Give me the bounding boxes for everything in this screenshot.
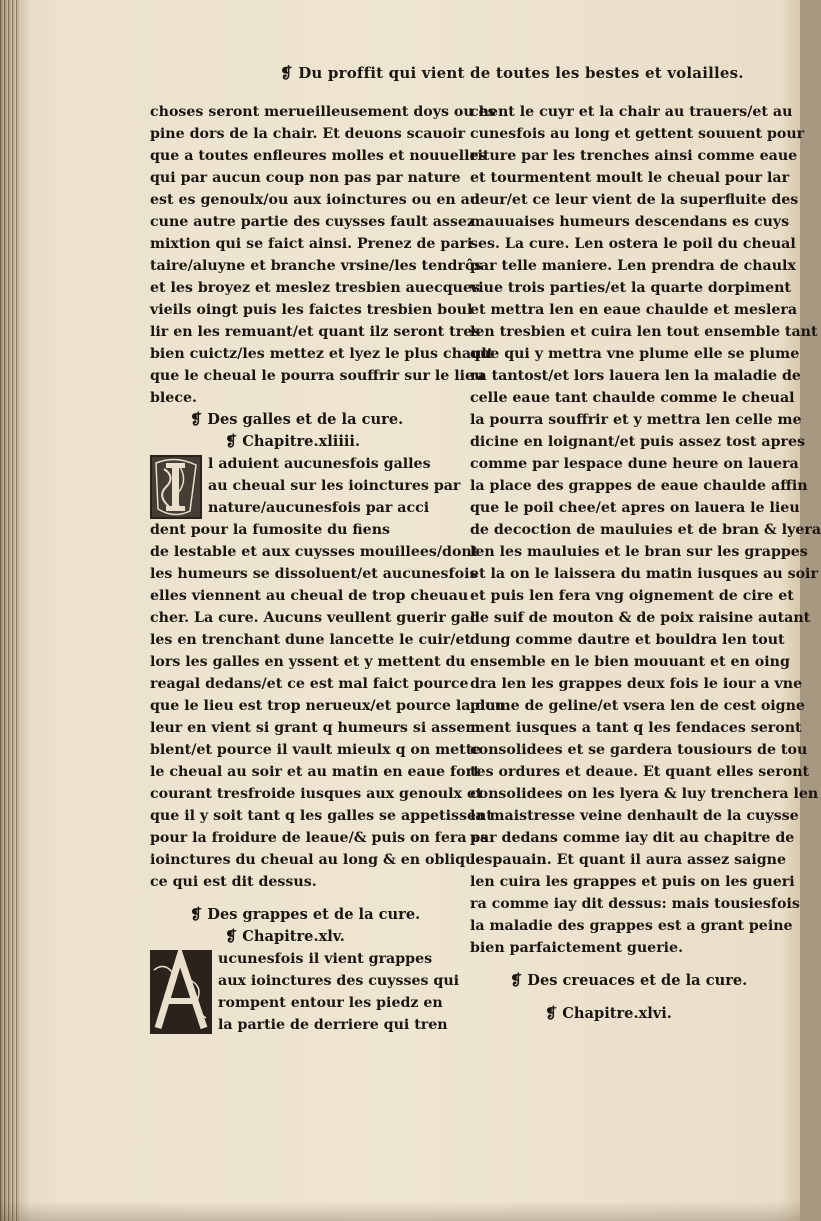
- text-line: riture par les trenches ainsi comme eaue: [470, 148, 798, 164]
- text-line: et la on le laissera du matin iusques au soir: [470, 566, 818, 582]
- text-line: que le cheual le pourra souffrir sur le lieu: [150, 368, 485, 384]
- text-line: mixtion qui se faict ainsi. Prenez de pari: [150, 236, 473, 252]
- text-line: que le poil chee/et apres on lauera le lieu: [470, 500, 800, 516]
- text-line: ses. La cure. Len ostera le poil du cheual: [470, 236, 796, 252]
- text-line: comme par lespace dune heure on lauera: [470, 456, 799, 472]
- dropcap-paragraph-grappes: [150, 948, 460, 1036]
- text-line: pine dors de la chair. Et deuons scauoir: [150, 126, 466, 142]
- text-line: blece.: [150, 390, 197, 406]
- left-paragraph-1: [150, 101, 496, 409]
- text-line: courant tresfroide iusques aux genoulx et: [150, 786, 483, 802]
- text-line: bien parfaictement guerie.: [470, 940, 684, 956]
- text-line: ce qui est dit dessus.: [150, 874, 317, 890]
- text-line: cher. La cure. Aucuns veullent guerir gal: [150, 610, 476, 626]
- chapter-number-xlv: ❡ Chapitre.xlv.: [225, 928, 345, 945]
- text-line: que il y soit tant q les galles se appetissent: [150, 808, 493, 824]
- text-line: ioinctures du cheual au long & en oblique: [150, 852, 485, 868]
- text-line: dent pour la fumosite du fiens: [150, 522, 390, 538]
- text-line: rompent entour les piedz en: [218, 995, 443, 1011]
- text-line: tes ordures et deaue. Et quant elles seront: [470, 764, 810, 780]
- text-line: consolidees on les lyera & luy trenchera len: [470, 786, 819, 802]
- text-line: ensemble en le bien mouuant et en oing: [470, 654, 790, 670]
- text-line: et les broyez et meslez tresbien auecques: [150, 280, 480, 296]
- text-line: la pourra souffrir et y mettra len celle me: [470, 412, 802, 428]
- text-line: len tresbien et cuira len tout ensemble tant: [470, 324, 818, 340]
- text-line: cunesfois au long et gettent souuent pour: [470, 126, 805, 142]
- right-paragraph-1: [470, 101, 821, 959]
- text-line: taire/aluyne et branche vrsine/les tendrôs: [150, 258, 483, 274]
- text-line: dicine en loignant/et puis assez tost apres: [470, 434, 805, 450]
- text-line: que a toutes enfleures molles et nouuelles: [150, 148, 487, 164]
- text-line: la maistresse veine denhault de la cuysse: [470, 808, 799, 824]
- text-line: par telle maniere. Len prendra de chaulx: [470, 258, 796, 274]
- text-line: et mettra len en eaue chaulde et meslera: [470, 302, 798, 318]
- text-line: lir en les remuant/et quant ilz seront tres: [150, 324, 481, 340]
- text-line: celle eaue tant chaulde comme le cheual: [470, 390, 795, 406]
- text-line: ment iusques a tant q les fendaces seront: [470, 720, 802, 736]
- text-line: lespauain. Et quant il aura assez saigne: [470, 852, 787, 868]
- text-line: mauuaises humeurs descendans es cuys: [470, 214, 790, 230]
- dropcap-paragraph-galles: [150, 453, 461, 541]
- page-stack-edge: [0, 0, 20, 1221]
- text-line: que qui y mettra vne plume elle se plume: [470, 346, 800, 362]
- text-line: que le lieu est trop nerueux/et pource la dou: [150, 698, 506, 714]
- text-line: nature/aucunesfois par acci: [208, 500, 430, 516]
- section-heading-creuaces: ❡ Des creuaces et de la cure.: [510, 972, 748, 989]
- text-line: les en trenchant dune lancette le cuir/et: [150, 632, 472, 648]
- text-line: elles viennent au cheual de trop cheuau: [150, 588, 469, 604]
- text-line: chent le cuyr et la chair au trauers/et au: [470, 104, 793, 120]
- text-line: blent/et pource il vault mieulx q on mette: [150, 742, 482, 758]
- right-column: [470, 101, 821, 1025]
- text-line: est es genoulx/ou aux ioinctures ou en au: [150, 192, 481, 208]
- left-column: [150, 101, 506, 1036]
- text-line: de suif de mouton & de poix raisine autant: [470, 610, 811, 626]
- section-heading-galles: ❡ Des galles et de la cure.: [190, 411, 404, 428]
- chapter-number-xlvi: ❡ Chapitre.xlvi.: [545, 1005, 672, 1022]
- text-line: vieils oingt puis les faictes tresbien boul: [150, 302, 473, 318]
- text-line: dung comme dautre et bouldra len tout: [470, 632, 785, 648]
- text-line: reagal dedans/et ce est mal faict pource: [150, 676, 469, 692]
- text-line: de decoction de mauluies et de bran & lyera: [470, 522, 821, 538]
- page-bottom-shadow: [0, 1201, 800, 1221]
- left-paragraph-2: [150, 541, 506, 893]
- text-line: la maladie des grappes est a grant peine: [470, 918, 793, 934]
- text-line: cune autre partie des cuysses fault assez: [150, 214, 475, 230]
- text-line: lors les galles en yssent et y mettent du: [150, 654, 466, 670]
- chapter-number-xliiii: ❡ Chapitre.xliiii.: [225, 433, 361, 450]
- text-line: pour la froidure de leaue/& puis on fera es: [150, 830, 489, 846]
- text-line: leur en vient si grant q humeurs si assem: [150, 720, 481, 736]
- text-line: len cuira les grappes et puis on les gueri: [470, 874, 795, 890]
- text-line: choses seront merueilleusement doys ou es: [150, 104, 496, 120]
- text-line: la place des grappes de eaue chaulde affin: [470, 478, 808, 494]
- text-line: aux ioinctures des cuysses qui: [218, 973, 460, 989]
- text-line: viue trois parties/et la quarte dorpiment: [470, 280, 791, 296]
- decorated-initial-a: [150, 950, 212, 1034]
- text-line: bien cuictz/les mettez et lyez le plus chault: [150, 346, 494, 362]
- text-line: qui par aucun coup non pas par nature: [150, 170, 461, 186]
- text-line: les humeurs se dissoluent/et aucunesfois: [150, 566, 478, 582]
- text-line: le cheual au soir et au matin en eaue fort: [150, 764, 480, 780]
- text-line: dra len les grappes deux fois le iour a vne: [470, 676, 803, 692]
- text-line: et tourmentent moult le cheual pour lar: [470, 170, 790, 186]
- text-line: len les mauluies et le bran sur les grappes: [470, 544, 808, 560]
- decorated-initial-i: [150, 455, 202, 519]
- text-line: deur/et ce leur vient de la superfluite des: [470, 192, 799, 208]
- text-line: ra tantost/et lors lauera len la maladie de: [470, 368, 801, 384]
- text-line: plume de geline/et vsera len de cest oigne: [470, 698, 805, 714]
- text-line: la partie de derriere qui tren: [218, 1017, 448, 1033]
- section-heading-grappes: ❡ Des grappes et de la cure.: [190, 906, 421, 923]
- text-line: ucunesfois il vient grappes: [218, 951, 433, 967]
- running-head: ❡ Du proffit qui vient de toutes les bestes et volailles.: [280, 64, 744, 82]
- text-line: consolidees et se gardera tousiours de tou: [470, 742, 808, 758]
- text-line: de lestable et aux cuysses mouillees/dont: [150, 544, 479, 560]
- text-line: l aduient aucunesfois galles: [208, 456, 431, 472]
- text-line: au cheual sur les ioinctures par: [208, 478, 461, 494]
- text-line: ra comme iay dit dessus: mais tousiesfois: [470, 896, 800, 912]
- text-line: par dedans comme iay dit au chapitre de: [470, 830, 795, 846]
- text-line: et puis len fera vng oignement de cire et: [470, 588, 794, 604]
